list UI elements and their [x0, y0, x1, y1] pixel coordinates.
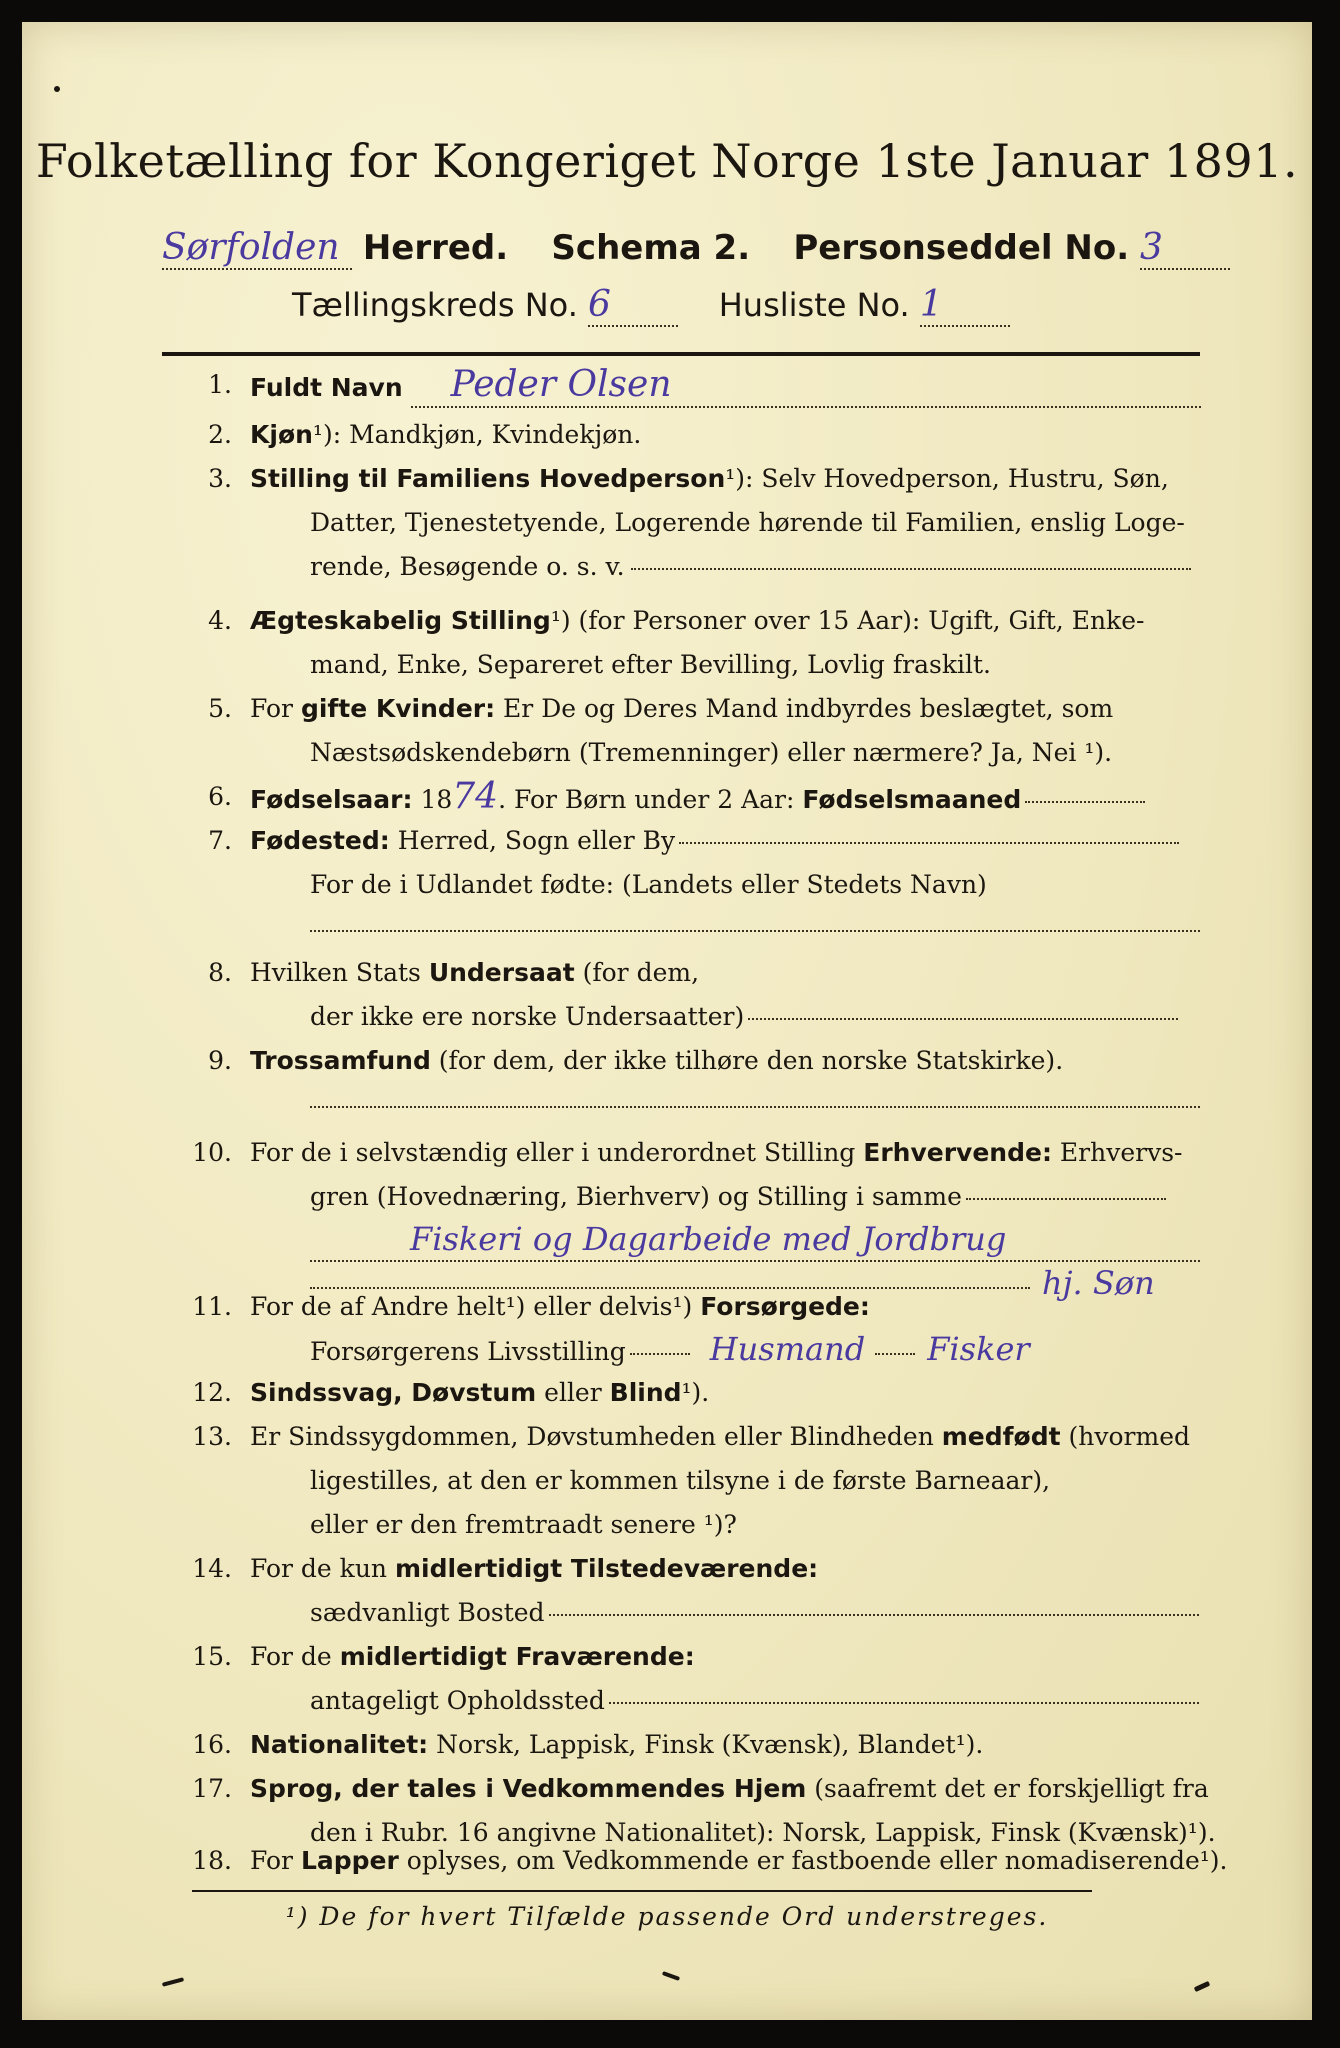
item-prefix: For de i selvstændig eller i underordnet Stilling	[250, 1138, 864, 1167]
item-text	[250, 1548, 818, 1590]
item-continuation	[310, 1592, 1199, 1634]
dotted-fill	[630, 1353, 690, 1355]
item-continuation-text: gren (Hovednæring, Bierhverv) og Stilling i samme	[310, 1182, 962, 1211]
item-options: Er De og Deres Mand indbyrdes beslægtet, som	[495, 694, 1114, 723]
item-number: 10.	[192, 1138, 232, 1167]
item-text	[250, 952, 699, 994]
item-text	[250, 776, 1145, 821]
item-options: ¹) (for Personer over 15 Aar): Ugift, Gift, Enke-	[550, 606, 1145, 635]
item-number: 6.	[208, 782, 232, 811]
item-number: 9.	[208, 1046, 232, 1075]
item-continuation	[310, 1680, 1199, 1722]
schema-label: Schema 2.	[551, 228, 751, 268]
item-number: 14.	[192, 1554, 232, 1583]
item-number: 8.	[208, 958, 232, 987]
dotted-fill	[966, 1198, 1166, 1200]
item-text	[250, 820, 1179, 862]
item-continuation: Datter, Tjenestetyende, Logerende hørende til Familien, enslig Loge-	[310, 508, 1185, 537]
handwritten-answer: Fiskeri og Dagarbeide med Jordbrug	[310, 1218, 1200, 1262]
footnote-rule	[192, 1890, 1092, 1892]
item-prefix: For de kun	[250, 1554, 395, 1583]
item-label: gifte Kvinder:	[300, 694, 496, 723]
item-text	[250, 458, 1169, 500]
handwritten-answer-2: hj. Søn	[1042, 1264, 1155, 1302]
dotted-fill	[310, 930, 1200, 932]
item-continuation-text: antageligt Opholdssted	[310, 1686, 605, 1715]
herred-name: Sørfolden	[162, 227, 352, 270]
item-label: Nationalitet:	[250, 1730, 429, 1759]
item-text	[250, 600, 1144, 642]
item-options: Norsk, Lappisk, Finsk (Kvænsk), Blandet¹).	[428, 1730, 984, 1759]
item-label: Kjøn	[250, 420, 313, 449]
item-text	[250, 1132, 1182, 1174]
item-options: oplyses, om Vedkommende er fastboende eller nomadiserende¹).	[398, 1846, 1228, 1875]
item-prefix: For	[250, 1846, 301, 1875]
item-text	[250, 1636, 695, 1678]
item-label: Trossamfund	[250, 1046, 431, 1075]
herred-label: Herred.	[362, 228, 509, 268]
item-number: 17.	[192, 1774, 232, 1803]
item-continuation-text: sædvanligt Bosted	[310, 1598, 545, 1627]
item-text	[250, 688, 1113, 730]
item-options: (for dem,	[574, 958, 700, 987]
item-continuation: For de i Udlandet fødte: (Landets eller Stedets Navn)	[310, 870, 987, 899]
item-text	[250, 1768, 1209, 1810]
item-options: eller	[536, 1378, 610, 1407]
item-continuation	[310, 996, 1178, 1038]
item-continuation	[310, 546, 1191, 588]
item-continuation: Næstsødskendebørn (Tremenninger) eller nærmere? Ja, Nei ¹).	[310, 738, 1113, 767]
dotted-fill	[631, 568, 1191, 570]
item-number: 3.	[208, 464, 232, 493]
item-text	[250, 1416, 1190, 1458]
item-label: Fødested:	[250, 826, 390, 855]
item-label: Fødselsaar:	[250, 785, 413, 814]
item-prefix: For de	[250, 1642, 340, 1671]
personseddel-label: Personseddel No.	[793, 228, 1130, 268]
personseddel-no: 3	[1140, 227, 1230, 270]
kreds-label: Tællingskreds No.	[292, 286, 578, 324]
item-continuation-text: der ikke ere norske Undersaatter)	[310, 1002, 745, 1031]
item-number: 11.	[192, 1292, 232, 1321]
item-label: Erhvervende:	[863, 1138, 1052, 1167]
item-label: Ægteskabelig Stilling	[250, 606, 551, 635]
form-title: Folketælling for Kongeriget Norge 1ste Januar 1891.	[35, 134, 1299, 188]
ink-mark	[662, 1971, 680, 1981]
item-prefix: For de af Andre helt¹) eller delvis¹)	[250, 1292, 701, 1321]
item-text	[250, 414, 641, 456]
item-number: 2.	[208, 420, 232, 449]
item-options: . For Børn under 2 Aar:	[498, 785, 803, 814]
item-continuation	[310, 1328, 1030, 1373]
item-number: 13.	[192, 1422, 232, 1451]
item-label-2: Blind	[609, 1378, 682, 1407]
ink-mark	[162, 1977, 184, 1987]
item-continuation: eller er den fremtraadt senere ¹)?	[310, 1510, 737, 1539]
dotted-fill	[609, 1702, 1199, 1704]
item-label: Stilling til Familiens Hovedperson	[250, 464, 726, 493]
item-number: 12.	[192, 1378, 232, 1407]
item-number: 15.	[192, 1642, 232, 1671]
ink-mark	[1194, 1981, 1211, 1992]
item-text	[250, 1724, 983, 1766]
item-options: Erhvervs-	[1051, 1138, 1183, 1167]
item-number: 1.	[208, 370, 232, 399]
item-options: ¹): Selv Hovedperson, Hustru, Søn,	[725, 464, 1169, 493]
item-continuation	[310, 1218, 1200, 1263]
item-options: (hvormed	[1060, 1422, 1190, 1451]
item-prefix: Hvilken Stats	[250, 958, 429, 987]
item-text	[250, 1286, 870, 1328]
item-label-2: Fødselsmaaned	[802, 785, 1022, 814]
item-prefix: For	[250, 694, 301, 723]
dotted-fill	[1025, 801, 1145, 803]
item-text	[250, 1040, 1063, 1082]
item-text	[250, 364, 1201, 409]
item-text	[250, 1840, 1227, 1882]
item-options: (saafremt det er forskjelligt fra	[806, 1774, 1209, 1803]
item-label: Forsørgede:	[700, 1292, 870, 1321]
item-label: midlertidigt Tilstedeværende:	[394, 1554, 819, 1583]
item-options: ¹): Mandkjøn, Kvindekjøn.	[312, 420, 642, 449]
dotted-fill	[748, 1018, 1178, 1020]
item-label: Sprog, der tales i Vedkommendes Hjem	[250, 1774, 807, 1803]
item-text	[250, 1372, 709, 1414]
item-continuation: ligestilles, at den er kommen tilsyne i de første Barneaar),	[310, 1466, 1051, 1495]
item-label: medfødt	[941, 1422, 1061, 1451]
item-label: Fuldt Navn	[250, 373, 403, 402]
item-number: 5.	[208, 694, 232, 723]
item-options: Herred, Sogn eller By	[389, 826, 676, 855]
item-number: 18.	[192, 1846, 232, 1875]
item-label: Undersaat	[428, 958, 575, 987]
item-label: Sindssvag, Døvstum	[250, 1378, 537, 1407]
item-continuation-text: rende, Besøgende o. s. v.	[310, 552, 625, 581]
dotted-fill	[310, 1106, 1200, 1108]
handwritten-answer: Husmand	[709, 1330, 866, 1368]
kreds-line	[292, 284, 1010, 327]
item-continuation	[310, 1176, 1166, 1218]
item-continuation: den i Rubr. 16 angivne Nationalitet): Norsk, Lappisk, Finsk (Kvænsk)¹).	[310, 1818, 1216, 1847]
item-continuation: mand, Enke, Separeret efter Bevilling, Lovlig fraskilt.	[310, 650, 991, 679]
handwritten-answer: 74	[452, 776, 499, 817]
ink-speck	[54, 86, 60, 92]
item-options: (for dem, der ikke tilhøre den norske Statskirke).	[430, 1046, 1064, 1075]
item-prefix: Er Sindssygdommen, Døvstumheden eller Blindheden	[250, 1422, 942, 1451]
husliste-label: Husliste No.	[718, 286, 910, 324]
handwritten-answer: Peder Olsen	[411, 364, 1201, 408]
header-rule	[162, 352, 1200, 356]
item-prefix: 18	[412, 785, 453, 814]
footnote: ¹) De for hvert Tilfælde passende Ord understreges.	[285, 1902, 1049, 1931]
dotted-fill	[679, 842, 1179, 844]
dotted-fill	[875, 1353, 915, 1355]
handwritten-answer-2: Fisker	[927, 1330, 1030, 1368]
item-number: 7.	[208, 826, 232, 855]
item-number: 4.	[208, 606, 232, 635]
item-continuation-text: Forsørgerens Livsstilling	[310, 1337, 626, 1366]
dotted-fill	[549, 1614, 1199, 1616]
husliste-no: 1	[920, 284, 1010, 327]
kreds-no: 6	[588, 284, 678, 327]
item-label: Lapper	[300, 1846, 399, 1875]
item-suffix: ¹).	[681, 1378, 710, 1407]
herred-line	[162, 227, 1230, 270]
census-form	[22, 22, 1312, 2020]
item-label: midlertidigt Fraværende:	[339, 1642, 695, 1671]
item-number: 16.	[192, 1730, 232, 1759]
